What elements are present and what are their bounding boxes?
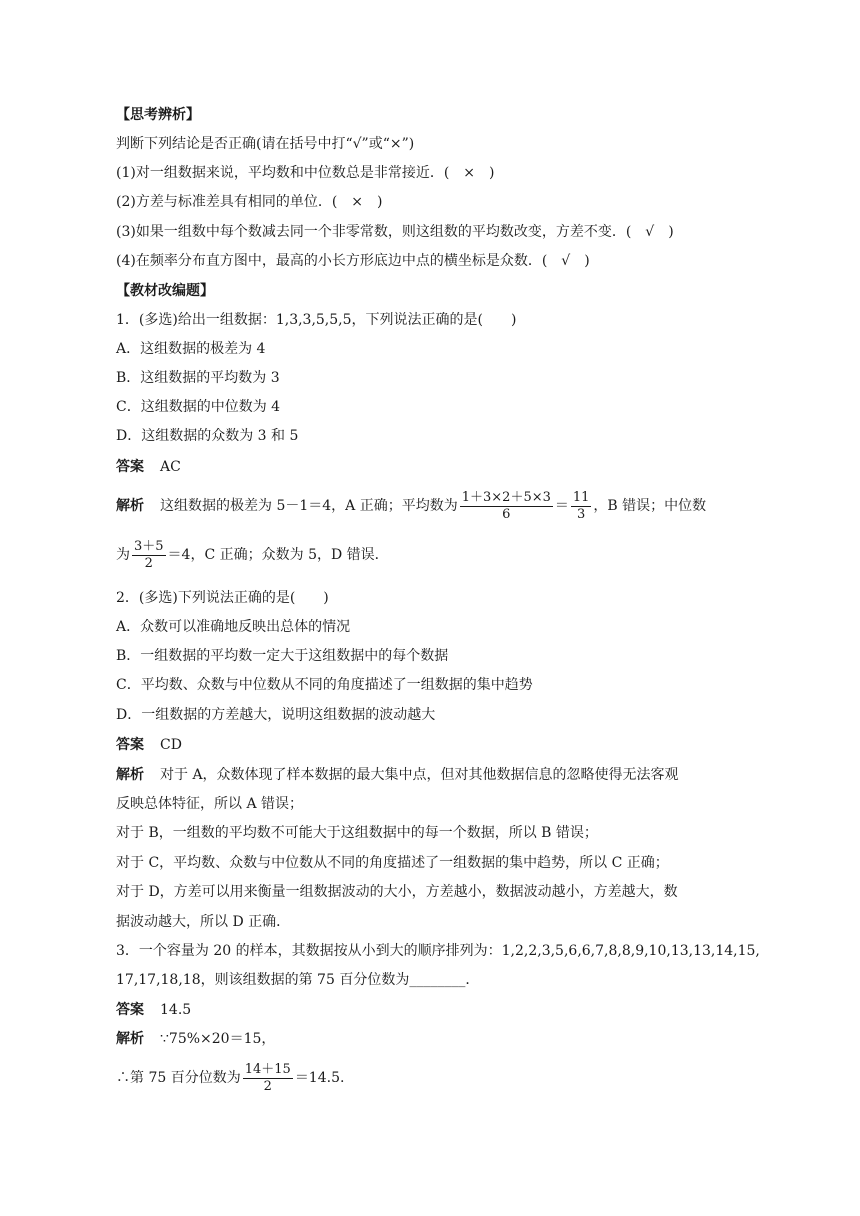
answer-label: 答案 — [116, 737, 144, 753]
section-header-textbook: 【教材改编题】 — [116, 283, 214, 299]
q2-analysis-line-4: 对于 C，平均数、众数与中位数从不同的角度描述了一组数据的集中趋势，所以 C 正确； — [116, 855, 669, 871]
q3-analysis-prefix: ∴第 75 百分位数为 — [116, 1070, 241, 1086]
q1-analysis-part-a: 这组数据的极差为 5－1＝4，A 正确；平均数为 — [160, 498, 458, 514]
q2-analysis-line-1: 对于 A，众数体现了样本数据的最大集中点，但对其他数据信息的忽略使得无法客观 — [160, 767, 679, 783]
fraction-denominator: 2 — [263, 1078, 272, 1094]
q1-analysis-row — [116, 486, 744, 526]
q1-stem: 1．(多选)给出一组数据：1,3,3,5,5,5，下列说法正确的是( ) — [116, 312, 517, 328]
judge-item-3: (3)如果一组数中每个数减去同一个非零常数，则这组数的平均数改变，方差不变．( √ ) — [116, 224, 674, 240]
fraction-mean-result — [571, 490, 592, 523]
equals-sign: ＝ — [554, 498, 569, 514]
q2-analysis-line-6: 据波动越大，所以 D 正确． — [116, 914, 291, 930]
q2-analysis-line-2: 反映总体特征，所以 A 错误； — [116, 796, 304, 812]
q2-answer: CD — [160, 737, 182, 753]
q3-stem-line-2: 17,17,18,18，则该组数据的第 75 百分位数为________． — [116, 972, 480, 988]
q2-option-a: A．众数可以准确地反映出总体的情况 — [116, 619, 351, 635]
fraction-mean-expression — [460, 490, 553, 523]
judge-intro: 判断下列结论是否正确(请在括号中打“√”或“×”) — [116, 136, 415, 152]
q2-option-c: C．平均数、众数与中位数从不同的角度描述了一组数据的集中趋势 — [116, 677, 533, 693]
q1-option-c: C．这组数据的中位数为 4 — [116, 399, 281, 415]
q3-answer-row — [116, 999, 744, 1021]
q2-option-d: D．一组数据的方差越大，说明这组数据的波动越大 — [116, 707, 436, 723]
answer-label: 答案 — [116, 459, 144, 475]
q2-option-b: B．一组数据的平均数一定大于这组数据中的每个数据 — [116, 648, 449, 664]
fraction-denominator: 6 — [502, 506, 511, 522]
q1-answer-row — [116, 456, 744, 478]
q2-answer-row — [116, 734, 744, 756]
fraction-numerator: 11 — [572, 489, 590, 505]
q2-analysis-line-5: 对于 D，方差可以用来衡量一组数据波动的大小，方差越小，数据波动越小，方差越大，数 — [116, 884, 678, 900]
q3-analysis-row-2 — [116, 1058, 744, 1098]
fraction-numerator: 14＋15 — [244, 1061, 291, 1077]
q1-answer: AC — [160, 459, 181, 475]
fraction-numerator: 1＋3×2＋5×3 — [461, 489, 551, 505]
q1-analysis-part-d: ＝4，C 正确；众数为 5，D 错误． — [167, 547, 389, 563]
fraction-median — [132, 539, 166, 572]
q2-analysis-row — [116, 764, 744, 786]
q3-stem-line-1: 3．一个容量为 20 的样本，其数据按从小到大的顺序排列为：1,2,2,3,5,6,6,7,8,8,9,10,13,13,14,15, — [116, 943, 760, 959]
judge-item-4: (4)在频率分布直方图中，最高的小长方形底边中点的横坐标是众数．( √ ) — [116, 253, 590, 269]
analysis-label: 解析 — [116, 1031, 144, 1047]
q1-analysis-part-c: 为 — [116, 547, 130, 563]
fraction-denominator: 2 — [144, 555, 153, 571]
q3-analysis-row — [116, 1028, 744, 1050]
q3-analysis-suffix: ＝14.5. — [294, 1070, 345, 1086]
judge-item-1: (1)对一组数据来说，平均数和中位数总是非常接近．( × ) — [116, 165, 495, 181]
q1-analysis-part-b: ，B 错误；中位数 — [593, 498, 707, 514]
fraction-numerator: 3＋5 — [134, 538, 164, 554]
answer-label: 答案 — [116, 1002, 144, 1018]
analysis-label: 解析 — [116, 498, 144, 514]
analysis-label: 解析 — [116, 767, 144, 783]
q1-option-a: A．这组数据的极差为 4 — [116, 341, 266, 357]
q2-analysis-line-3: 对于 B，一组数的平均数不可能大于这组数据中的每一个数据，所以 B 错误； — [116, 825, 598, 841]
fraction-denominator: 3 — [577, 506, 586, 522]
q3-answer: 14.5 — [160, 1002, 192, 1018]
q3-analysis-line-1: ∵75%×20＝15， — [160, 1031, 276, 1047]
fraction-percentile — [243, 1062, 293, 1095]
q1-analysis-row-2 — [116, 535, 744, 575]
judge-item-2: (2)方差与标准差具有相同的单位．( × ) — [116, 194, 383, 210]
section-header-thinking: 【思考辨析】 — [116, 107, 200, 123]
q1-option-b: B．这组数据的平均数为 3 — [116, 370, 280, 386]
q1-option-d: D．这组数据的众数为 3 和 5 — [116, 428, 299, 444]
q2-stem: 2．(多选)下列说法正确的是( ) — [116, 590, 329, 606]
